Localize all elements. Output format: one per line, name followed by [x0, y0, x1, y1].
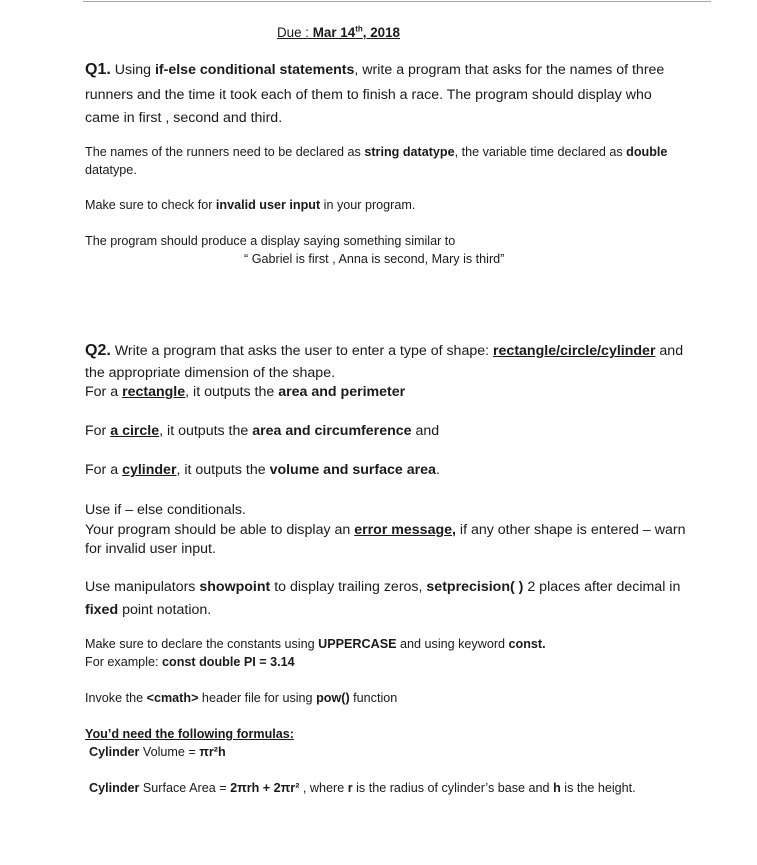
q1-line-2: runners and the time it took each of them to finish a race. The program should display who	[85, 87, 652, 103]
q2-manipulators-line: Use manipulators showpoint to display trailing zeros, setprecision( ) 2 places after decimal in	[85, 579, 681, 595]
q1-line-3: came in first , second and third.	[85, 110, 283, 126]
q2-circle-line: For a circle, it outputs the area and circumference and	[85, 423, 440, 439]
q2-cylinder-line: For a cylinder, it outputs the volume and surface area.	[85, 462, 440, 478]
formulas-heading: You’d need the following formulas:	[85, 727, 294, 741]
q1-example-output: “ Gabriel is first , Anna is second, Mary is third”	[244, 252, 505, 266]
due-date: Due : Mar 14th, 2018	[277, 24, 400, 40]
q2-fixed-line: fixed point notation.	[85, 602, 212, 618]
q2-cmath-line: Invoke the <cmath> header file for using pow() function	[85, 691, 398, 705]
q2-constants-line: Make sure to declare the constants using UPPERCASE and using keyword const.	[85, 637, 546, 651]
top-rule	[83, 1, 711, 2]
cylinder-surface-formula: Cylinder Surface Area = 2πrh + 2πr² , where r is the radius of cylinder’s base and h is the height.	[89, 781, 636, 795]
q2-error-line: Your program should be able to display an error message, if any other shape is entered – warn	[85, 522, 686, 538]
q2-rectangle-line: For a rectangle, it outputs the area and perimeter	[85, 384, 406, 400]
q1-number: Q1.	[85, 61, 111, 78]
q2-line-2: the appropriate dimension of the shape.	[85, 365, 336, 381]
q2-line-1: Q2. Write a program that asks the user to enter a type of shape: rectangle/circle/cylinder and	[85, 342, 684, 359]
q2-warn-line: for invalid user input.	[85, 541, 216, 557]
q2-number: Q2.	[85, 342, 111, 359]
q1-datatype-line-1: The names of the runners need to be declared as string datatype, the variable time declared as double	[85, 145, 668, 159]
cylinder-volume-formula: Cylinder Volume = πr²h	[89, 745, 226, 759]
q1-display-line: The program should produce a display saying something similar to	[85, 234, 456, 248]
q1-invalid-input: Make sure to check for invalid user input in your program.	[85, 198, 416, 212]
q1-datatype-line-2: datatype.	[85, 163, 137, 177]
q2-conditionals-line: Use if – else conditionals.	[85, 502, 246, 518]
q2-example-line: For example: const double PI = 3.14	[85, 655, 295, 669]
q1-line-1: Q1. Using if-else conditional statements, write a program that asks for the names of three	[85, 61, 665, 78]
